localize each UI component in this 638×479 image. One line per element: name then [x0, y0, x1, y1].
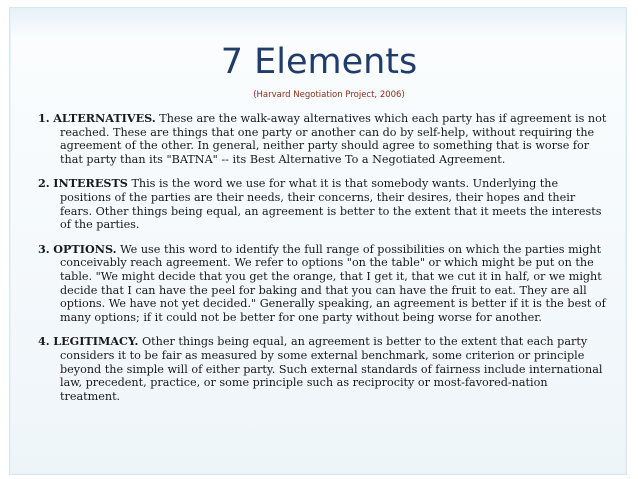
top-band	[10, 8, 626, 38]
item-text: We use this word to identify the full range of possibilities on which the parties might conceivably reach agreement. We refer to options "on the table" or which might be put on the table. "We might decide that you get the orange, that I get it, that we cut it in half, or we might decide that I can have the peel for baking and that you can have the fruit to eat. They are all options. We have not yet decided." Generally speaking, an agreement is better if it is the best of many options; if it could not be better for one party without being worse for another.	[60, 242, 606, 324]
item-number: 3.	[38, 241, 50, 256]
list-item-legitimacy	[38, 335, 608, 403]
item-heading: OPTIONS.	[53, 241, 117, 256]
item-number: 1.	[38, 111, 50, 125]
slide-subtitle: (Harvard Negotiation Project, 2006)	[253, 90, 405, 100]
item-text: These are the walk-away alternatives which each party has if agreement is not reached. These are things that one party or another can do by self-help, without requiring the agreement of the other. In general, neither party should agree to something that is worse for that party than its "BATNA" -- its Best Alternative To a Negotiated Agreement.	[60, 112, 607, 166]
item-heading: LEGITIMACY.	[53, 334, 139, 349]
item-number: 2.	[38, 176, 50, 191]
list-item-interests	[38, 177, 608, 231]
slide-title: 7 Elements	[220, 42, 418, 82]
item-heading: INTERESTS	[53, 176, 128, 191]
item-text: Other things being equal, an agreement is better to the extent that each party considers it to be fair as measured by some external benchmark, some criterion or principle beyond the simple will of either party. Such external standards of fairness include international law, precedent, practice, or some principle such as reciprocity or most-favored-nation treatment.	[60, 335, 603, 403]
list-item-alternatives	[38, 112, 608, 166]
item-text: This is the word we use for what it is that somebody wants. Underlying the positions of the parties are their needs, their concerns, their desires, their hopes and their fears. Other things being equal, an agreement is better to the extent that it meets the interests of the parties.	[60, 177, 602, 232]
item-number: 4.	[38, 334, 50, 349]
element-list	[38, 112, 608, 414]
list-item-options	[38, 243, 608, 325]
item-heading: ALTERNATIVES.	[53, 111, 156, 125]
